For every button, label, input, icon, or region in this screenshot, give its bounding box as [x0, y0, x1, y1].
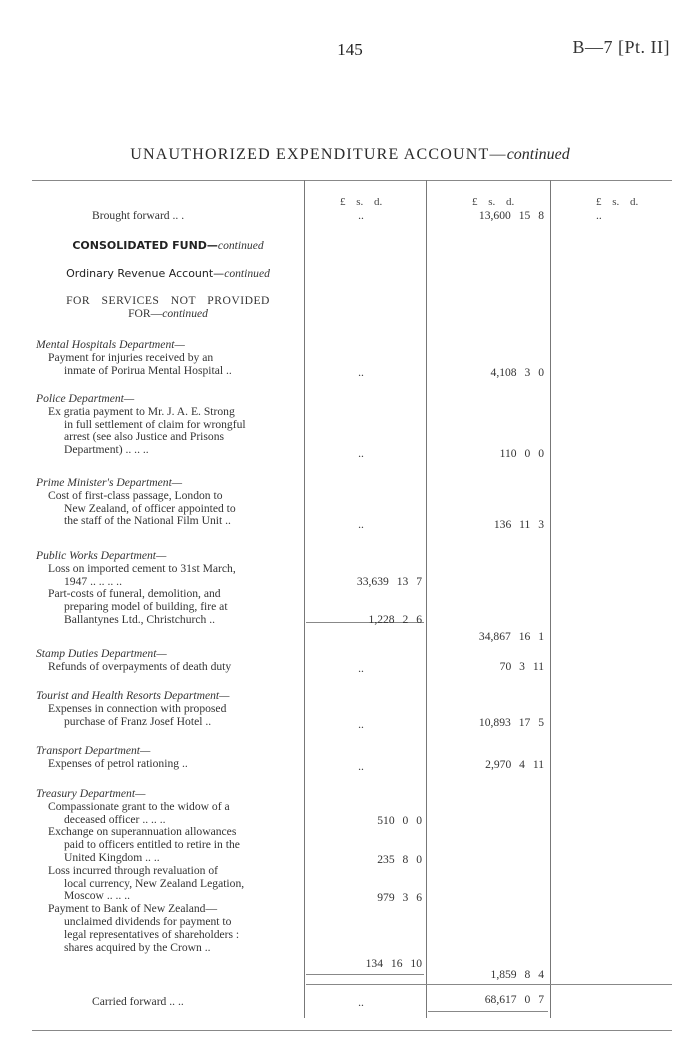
police-col2: 110 0 0	[499, 447, 544, 460]
entry-line: Department) .. .. ..	[64, 443, 149, 457]
carried-forward-label: Carried forward .. ..	[92, 995, 184, 1008]
services-heading	[36, 295, 300, 321]
mental-col1: ..	[358, 366, 364, 379]
entry-tourist	[36, 690, 300, 728]
carried-forward-col2: 68,617 0 7	[484, 993, 544, 1006]
page-number: 145	[337, 40, 363, 59]
entry-line: the staff of the National Film Unit ..	[64, 514, 231, 528]
police-col1: ..	[358, 447, 364, 460]
entry-line: inmate of Porirua Mental Hospital ..	[64, 363, 232, 377]
document-reference: B—7 [Pt. II]	[572, 37, 670, 57]
services-line2: FOR—	[128, 306, 163, 320]
entry-line: unclaimed dividends for payment to	[64, 914, 232, 928]
entry-line: local currency, New Zealand Legation,	[64, 876, 245, 890]
fund-suffix: continued	[217, 239, 264, 252]
col2-header: £ s. d.	[472, 196, 515, 208]
col3-header: £ s. d.	[596, 196, 639, 208]
carried-rule-under	[428, 1011, 548, 1012]
tourist-col1: ..	[358, 718, 364, 731]
transport-col2: 2,970 4 11	[485, 758, 544, 771]
column-divider-3	[550, 180, 551, 1018]
entry-head: Stamp Duties Department—	[36, 647, 167, 660]
account-suffix: continued	[224, 267, 270, 280]
treasury-item4-col1: 134 16 10	[365, 957, 422, 970]
entry-line: Expenses in connection with proposed	[48, 701, 227, 715]
table-top-rule	[32, 180, 672, 181]
entry-line: United Kingdom .. ..	[64, 850, 160, 864]
entry-line: Loss incurred through revaluation of	[48, 863, 218, 877]
entry-line: Payment to Bank of New Zealand—	[48, 902, 218, 916]
tourist-col2: 10,893 17 5	[478, 716, 544, 729]
prime-col2: 136 11 3	[493, 518, 544, 531]
services-line1: FOR SERVICES NOT PROVIDED	[66, 294, 270, 307]
services-suffix: continued	[162, 306, 208, 320]
entry-head: Tourist and Health Resorts Department—	[36, 689, 230, 702]
brought-forward-label: Brought forward .. .	[92, 209, 185, 222]
entry-line: shares acquired by the Crown ..	[64, 940, 211, 954]
entry-public-works	[36, 550, 300, 627]
entry-line: Cost of first-class passage, London to	[48, 488, 223, 502]
entry-line: purchase of Franz Josef Hotel ..	[64, 714, 212, 728]
entry-transport	[36, 745, 300, 771]
entry-line: Moscow .. .. ..	[64, 889, 131, 903]
fund-label: CONSOLIDATED FUND—	[72, 239, 218, 252]
entry-head: Police Department—	[36, 392, 135, 405]
entry-line: arrest (see also Justice and Prisons	[64, 430, 225, 444]
account-label: Ordinary Revenue Account—	[66, 267, 225, 280]
account-heading	[36, 268, 300, 281]
entry-prime-minister	[36, 477, 300, 528]
treasury-item1-col1: 510 0 0	[377, 814, 422, 827]
services-line2-wrap	[36, 308, 300, 321]
entry-line: Exchange on superannuation allowances	[48, 825, 237, 839]
entry-treasury	[36, 788, 300, 954]
entry-line: paid to officers entitled to retire in the	[64, 838, 240, 852]
stamp-col2: 70 3 11	[499, 660, 544, 673]
brought-forward-col3: ..	[596, 209, 602, 222]
treasury-item2-col1: 235 8 0	[377, 853, 422, 866]
table-bottom-rule	[32, 1030, 672, 1031]
entry-line: New Zealand, of officer appointed to	[64, 501, 236, 515]
entry-head: Public Works Department—	[36, 549, 167, 562]
entry-line: Payment for injuries received by an	[48, 350, 214, 364]
works-col2: 34,867 16 1	[478, 630, 544, 643]
entry-stamp-duties	[36, 648, 300, 674]
brought-forward-col1: ..	[358, 209, 364, 222]
entry-line: Part-costs of funeral, demolition, and	[48, 587, 221, 601]
stamp-col1: ..	[358, 662, 364, 675]
page-title	[0, 146, 700, 164]
prime-col1: ..	[358, 518, 364, 531]
entry-mental-hospitals	[36, 339, 300, 377]
subtotal-rule-treasury	[306, 974, 424, 975]
brought-forward-col2: 13,600 15 8	[478, 209, 544, 222]
entry-line: Expenses of petrol rationing ..	[48, 756, 188, 770]
works-item2-col1: 1,228 2 6	[368, 613, 422, 626]
mental-col2: 4,108 3 0	[490, 366, 544, 379]
carried-forward-col1: ..	[358, 996, 364, 1009]
entry-line: Refunds of overpayments of death duty	[48, 659, 232, 673]
entry-line: preparing model of building, fire at	[64, 600, 228, 614]
entry-line: Ballantynes Ltd., Christchurch ..	[64, 612, 216, 626]
works-item1-col1: 33,639 13 7	[356, 575, 422, 588]
transport-col1: ..	[358, 760, 364, 773]
entry-head: Prime Minister's Department—	[36, 476, 183, 489]
entry-line: deceased officer .. .. ..	[64, 812, 166, 826]
column-divider-2	[426, 180, 427, 1018]
entry-head: Transport Department—	[36, 744, 151, 757]
entry-police	[36, 393, 300, 457]
fund-heading	[36, 240, 300, 253]
entry-line: Ex gratia payment to Mr. J. A. E. Strong	[48, 404, 235, 418]
entry-line: in full settlement of claim for wrongful	[64, 417, 246, 431]
entry-line: 1947 .. .. .. ..	[64, 574, 122, 588]
treasury-col2: 1,859 8 4	[490, 968, 544, 981]
entry-line: Loss on imported cement to 31st March,	[48, 561, 236, 575]
entry-line: legal representatives of shareholders :	[64, 927, 240, 941]
carried-rule	[306, 984, 672, 985]
title-suffix: continued	[506, 146, 570, 163]
title-main: UNAUTHORIZED EXPENDITURE ACCOUNT—	[130, 146, 507, 163]
col1-header: £ s. d.	[340, 196, 383, 208]
entry-head: Mental Hospitals Department—	[36, 338, 185, 351]
entry-head: Treasury Department—	[36, 787, 146, 800]
treasury-item3-col1: 979 3 6	[377, 891, 422, 904]
entry-line: Compassionate grant to the widow of a	[48, 799, 230, 813]
